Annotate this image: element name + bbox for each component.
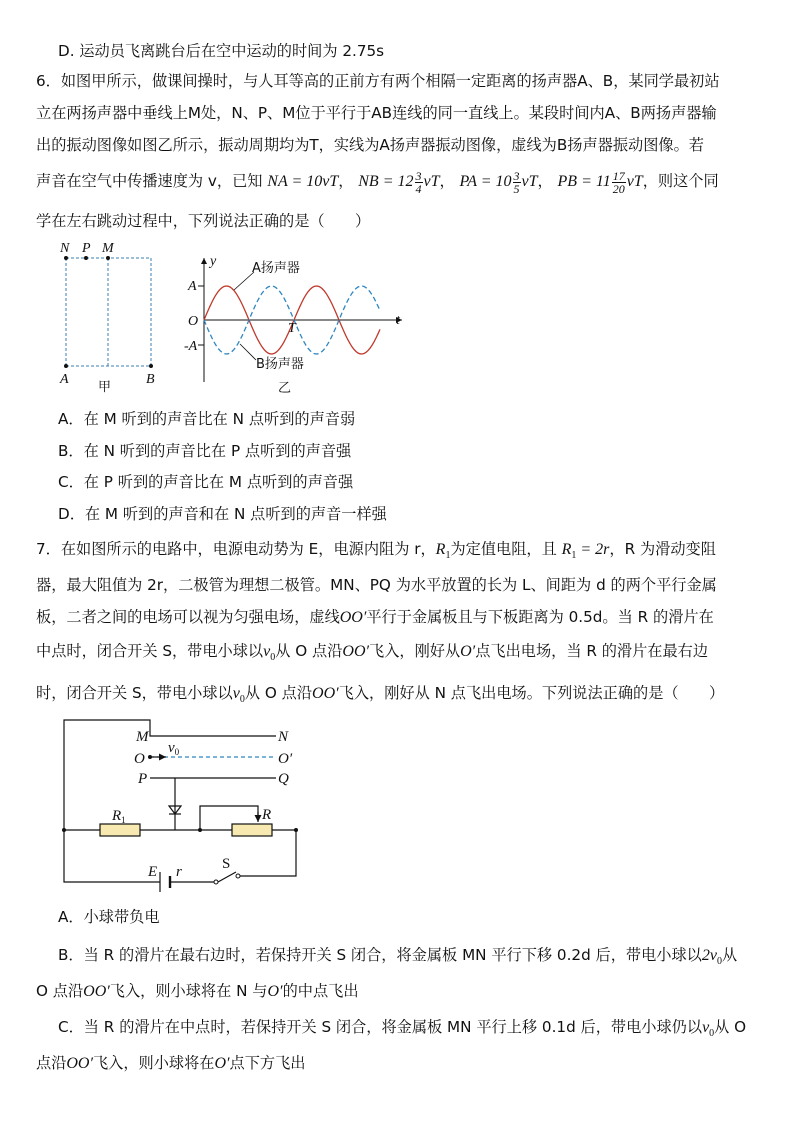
q6-stem-text: 声音在空气中传播速度为 v，已知 [36,172,263,191]
q6-option-d: D．在 M 听到的声音和在 N 点听到的声音一样强 [58,505,387,523]
switch-s[interactable] [218,872,236,882]
q6-stem-line5: 学在左右跳动过程中，下列说法正确的是（ ） [36,212,371,230]
q7-stem-line4: 中点时，闭合开关 S，带电小球以$v_0$从 O 点沿OO′飞入，刚好从O′点飞出电场，当 R 的滑片在最右边 [36,642,709,664]
q7-option-b-line1: B．当 R 的滑片在最右边时，若保持开关 S 闭合，将金属板 MN 平行下移 0.2d 后，带电小球以$2v_0$从 [58,946,738,968]
q7-stem-line3: 板，二者之间的电场可以视为匀强电场，虚线OO′平行于金属板且与下板距离为 0.5d。当 R 的滑片在 [36,608,714,626]
label-b: B [146,372,155,387]
q7-option-c-line2: 点沿OO′飞入，则小球将在O′点下方飞出 [36,1054,306,1072]
y-label: y [210,254,217,269]
q6-na: NA = 10vT [267,173,339,191]
q6-stem-line1: 6．如图甲所示，做课间操时，与人耳等高的正前方有两个相隔一定距离的扬声器A、B，某同学最初站 [36,72,720,90]
label-m: M [136,729,149,745]
resistor-r1 [100,824,140,836]
q7-option-a: A．小球带负电 [58,908,160,926]
label-n: N [278,729,289,745]
rheostat-r [232,824,272,836]
q6-option-b: B．在 N 听到的声音比在 P 点听到的声音强 [58,442,352,460]
a-label: A [188,279,197,294]
label-n: N [60,241,70,256]
t-label: t [396,313,400,328]
label-p: P [82,241,91,256]
q6-pb-frac: $\frac{17}{20}$ [612,169,625,196]
q5-option-d: D. 运动员飞离跳台后在空中运动的时间为 2.75s [58,42,385,60]
label-v0: $v_0$ [168,740,180,757]
q6-nb: NB = 12 $\frac{3}{4}$ vT [358,169,440,196]
label-q: Q [278,771,289,787]
series-b-label: B扬声器 [256,357,304,372]
label-p: P [138,771,148,787]
q7-stem-line1: 7．在如图所示的电路中，电源电动势为 E，电源内阻为 r，$R_1$为定值电阻，且 $R_1 = 2r$，R 为滑动变阻 [36,540,716,562]
q7-stem-line5: 时，闭合开关 S，带电小球以$v_0$从 O 点沿OO′飞入，刚好从 N 点飞出电场。下列说法正确的是（ ） [36,684,725,706]
q6-figure-yi [180,252,410,400]
point-m [106,256,110,260]
q7-r1: $R_1$ [435,541,451,562]
point-b [149,364,153,368]
label-s: S [222,856,231,872]
q7-v0: $v_0$ [263,643,276,664]
q6-figure-jia [50,238,170,396]
point-p [84,256,88,260]
q7-option-c-line1: C．当 R 的滑片在中点时，若保持开关 S 闭合，将金属板 MN 平行上移 0.1d 后，带电小球仍以$v_0$从 O [58,1018,747,1040]
label-r-internal: r [176,864,182,880]
label-m: M [102,241,114,256]
q6-stem-line2: 立在两扬声器中垂线上M处，N、P、M位于平行于AB连线的同一直线上。某段时间内A、B两扬声器输 [36,104,717,122]
label-o: O [134,751,145,767]
label-o-prime: O′ [278,751,293,767]
q6-pa-frac: $\frac{3}{5}$ [513,169,520,196]
neg-a-label: -A [184,339,198,354]
label-r: R [262,807,272,823]
q6-stem-line4: 声音在空气中传播速度为 v，已知 NA = 10vT， NB = 12 $\frac{3}{4}$ vT， PA = 10 $\frac{3}{5}$ vT， PB = 11 $\frac{17}{20}$ vT，则这个同 [36,169,719,196]
q6-option-a: A．在 M 听到的声音比在 N 点听到的声音弱 [58,410,356,428]
q6-pb: PB = 11 $\frac{17}{20}$ vT [557,169,643,196]
label-r1: $R_1$ [112,808,126,825]
point-n [64,256,68,260]
q7-2v0: $2v_0$ [701,947,722,968]
q7-stem-line2: 器，最大阻值为 2r，二极管为理想二极管。MN、PQ 为水平放置的长为 L、间距为 d 的两个平行金属 [36,576,717,594]
q7-oo: OO′ [339,609,367,626]
q6-nb-frac: $\frac{3}{4}$ [415,169,422,196]
caption-yi: 乙 [278,381,292,396]
period-label: T [288,321,296,336]
q6-stem-text-end: ，则这个同 [642,172,719,191]
q7-circuit-diagram [50,716,310,892]
caption-jia: 甲 [98,380,112,395]
series-a-label: A扬声器 [252,261,300,276]
q6-stem-line3: 出的振动图像如图乙所示，振动周期均为T，实线为A扬声器振动图像，虚线为B扬声器振动图像。若 [36,136,704,154]
q7-r1-eq: $R_1 = 2r$ [561,541,610,562]
point-a [64,364,68,368]
o-label: O [188,314,199,329]
label-a: A [60,372,69,387]
q7-option-b-line2: O 点沿OO′飞入，则小球将在 N 与O′的中点飞出 [36,982,359,1000]
q6-pa: PA = 10 $\frac{3}{5}$ vT [459,169,538,196]
label-e: E [148,864,158,880]
q6-option-c: C．在 P 听到的声音比在 M 点听到的声音强 [58,473,354,491]
